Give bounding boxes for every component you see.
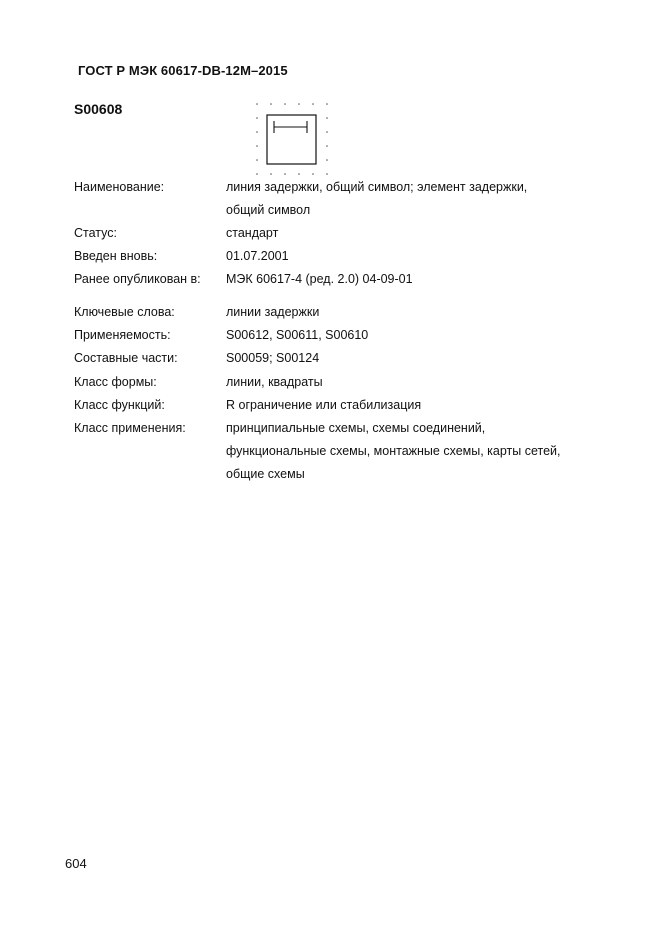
property-label: Составные части: <box>74 351 178 365</box>
property-value: МЭК 60617-4 (ред. 2.0) 04-09-01 <box>226 272 413 286</box>
property-value: 01.07.2001 <box>226 249 289 263</box>
property-row-introduced <box>74 245 561 268</box>
property-row-shape-class <box>74 371 561 394</box>
property-label: Статус: <box>74 226 117 240</box>
delay-line-symbol <box>250 98 335 178</box>
property-label: Ключевые слова: <box>74 305 175 319</box>
symbol-code: S00608 <box>74 101 123 117</box>
property-value: S00612, S00611, S00610 <box>226 328 369 342</box>
property-row-function-class <box>74 394 561 417</box>
property-label: Введен вновь: <box>74 249 158 263</box>
property-label: Применяемость: <box>74 328 171 342</box>
property-label: Класс применения: <box>74 421 186 435</box>
property-label: Класс формы: <box>74 375 157 389</box>
property-row-components <box>74 347 561 370</box>
property-value: R ограничение или стабилизация <box>226 398 422 412</box>
property-row-applicability <box>74 324 561 347</box>
property-value: линии, квадраты <box>226 375 323 389</box>
property-value: S00059; S00124 <box>226 351 320 365</box>
property-value: линия задержки, общий символ; элемент задержки, общий символ <box>226 180 528 217</box>
property-label: Класс функций: <box>74 398 165 412</box>
property-label: Ранее опубликован в: <box>74 272 201 286</box>
property-row-published <box>74 268 561 291</box>
property-row-name <box>74 176 561 222</box>
property-value: стандарт <box>226 226 279 240</box>
property-row-application-class <box>74 417 561 486</box>
property-value: принципиальные схемы, схемы соединений, функциональные схемы, монтажные схемы, карты сетей, общие схемы <box>226 421 561 481</box>
property-row-keywords <box>74 301 561 324</box>
property-value: линии задержки <box>226 305 320 319</box>
property-label: Наименование: <box>74 180 165 194</box>
document-header: ГОСТ Р МЭК 60617-DB-12M–2015 <box>78 63 288 78</box>
page-number: 604 <box>65 856 87 871</box>
property-row-status <box>74 222 561 245</box>
